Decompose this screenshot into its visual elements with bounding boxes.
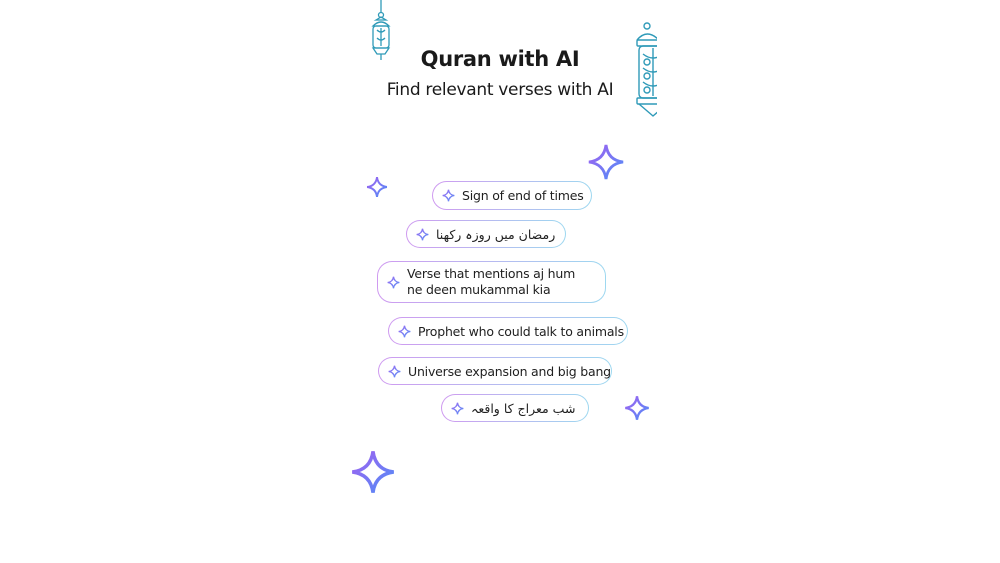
sparkle-icon xyxy=(624,395,650,421)
suggestion-label: Prophet who could talk to animals xyxy=(418,323,624,339)
suggestion-chip[interactable] xyxy=(378,357,612,385)
page-title: Quran with AI xyxy=(420,47,580,71)
suggestion-label: Universe expansion and big bang xyxy=(408,363,611,379)
page-subtitle: Find relevant verses with AI xyxy=(386,80,614,100)
sparkle-icon xyxy=(416,228,429,241)
sparkle-icon xyxy=(451,402,464,415)
sparkle-icon xyxy=(350,448,396,496)
sparkle-icon xyxy=(366,176,388,198)
suggestion-label: Verse that mentions aj hum ne deen mukammal kia xyxy=(407,266,576,297)
suggestion-label: رمضان میں روزہ رکھنا xyxy=(436,226,556,242)
suggestion-chip[interactable] xyxy=(388,317,628,345)
app-panel xyxy=(343,0,657,563)
sparkle-icon xyxy=(388,365,401,378)
suggestion-label: شب معراج کا واقعہ xyxy=(471,400,576,416)
suggestion-chip[interactable] xyxy=(432,181,592,210)
suggestion-chip[interactable] xyxy=(441,394,589,422)
sparkle-icon xyxy=(442,189,455,202)
sparkle-icon xyxy=(387,276,400,289)
suggestion-chip[interactable] xyxy=(377,261,606,303)
suggestion-label: Sign of end of times xyxy=(462,188,584,203)
sparkle-icon xyxy=(587,143,625,181)
suggestion-chip[interactable] xyxy=(406,220,566,248)
sparkle-icon xyxy=(398,325,411,338)
